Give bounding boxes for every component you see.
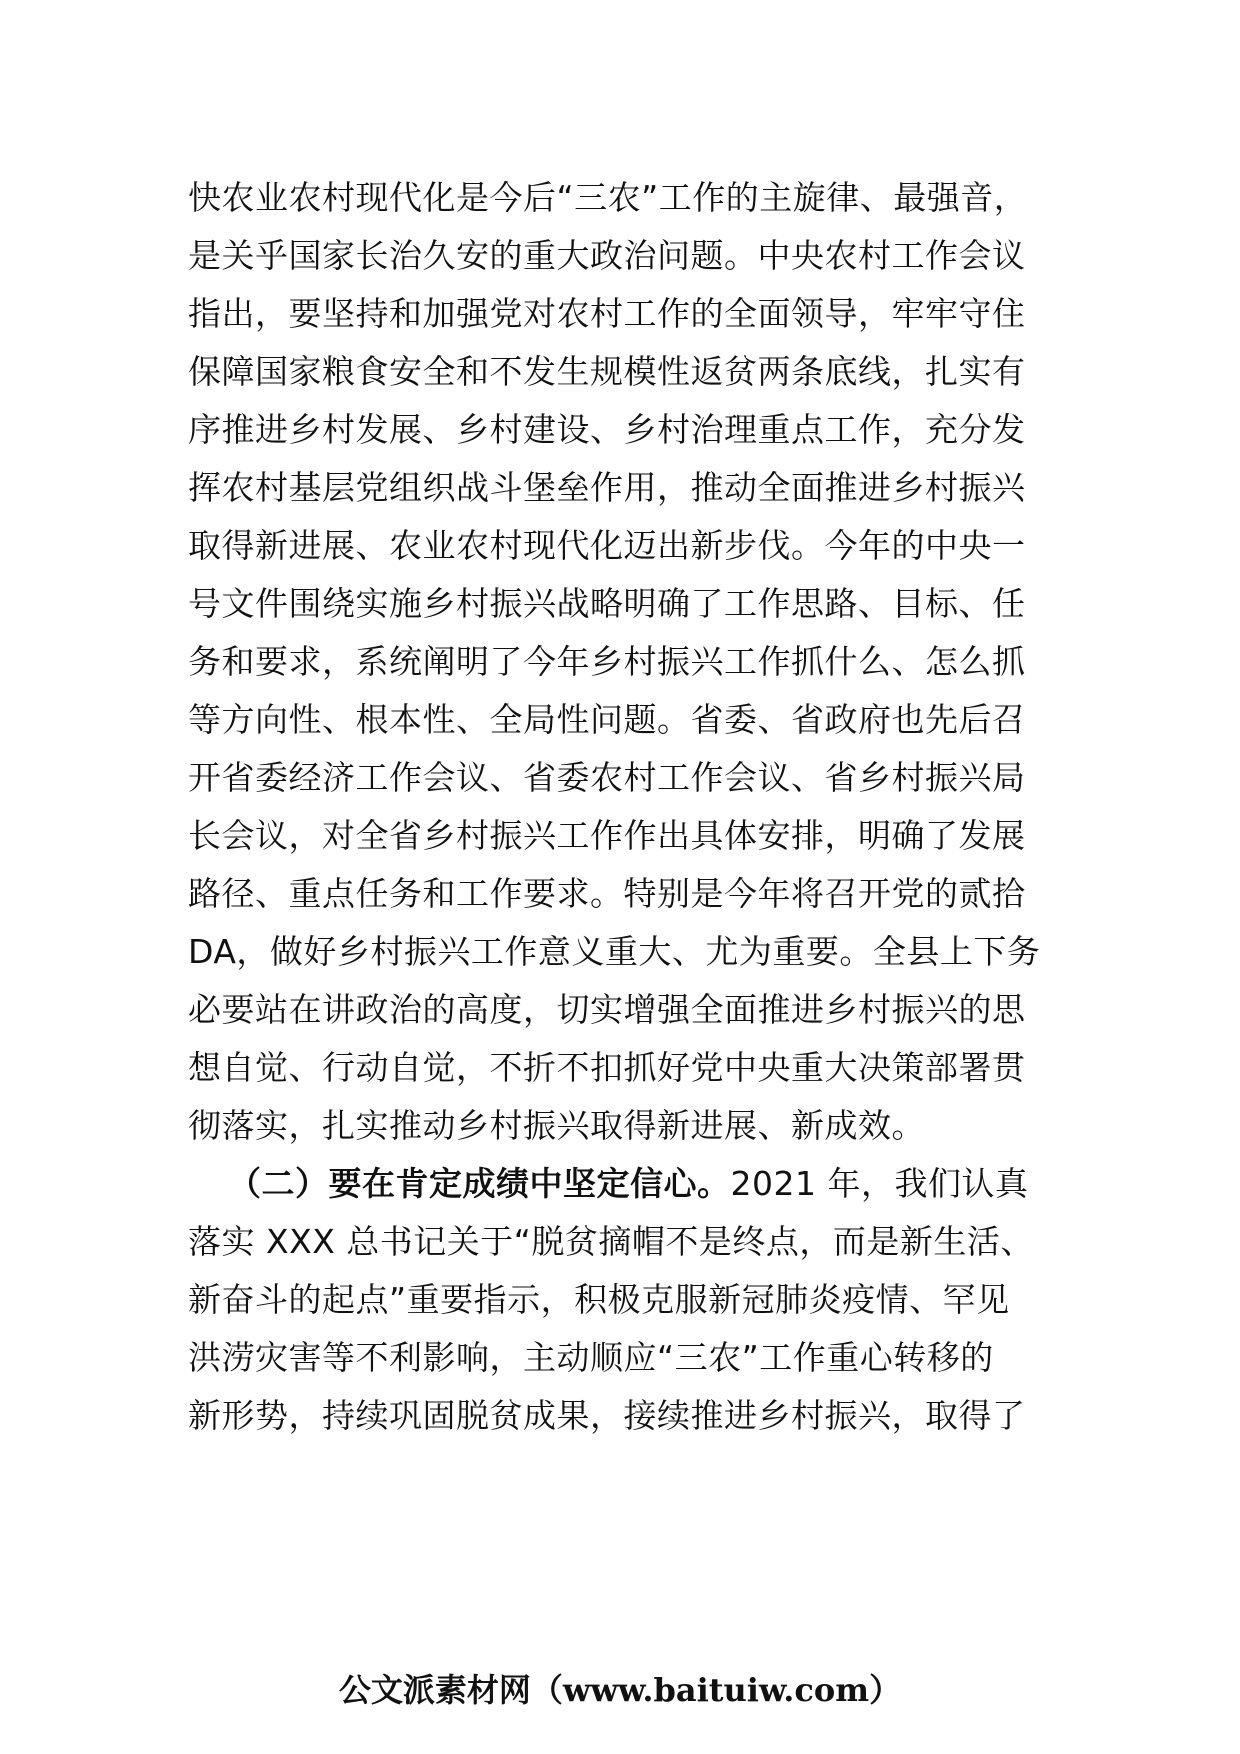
text-line: 洪涝灾害等不利影响，主动顺应“三农”工作重心转移的: [188, 1338, 994, 1377]
text-line: 务和要求，系统阐明了今年乡村振兴工作抓什么、怎么抓: [188, 642, 1026, 681]
text-line: 开省委经济工作会议、省委农村工作会议、省乡村振兴局: [188, 758, 1026, 797]
text-line: 序推进乡村发展、乡村建设、乡村治理重点工作，充分发: [188, 410, 1026, 449]
text-line: 号文件围绕实施乡村振兴战略明确了工作思路、目标、任: [188, 584, 1026, 623]
text-line: 新形势，持续巩固脱贫成果，接续推进乡村振兴，取得了: [188, 1396, 1026, 1435]
text-line: 等方向性、根本性、全局性问题。省委、省政府也先后召: [188, 700, 1026, 739]
text-line: 长会议，对全省乡村振兴工作作出具体安排，明确了发展: [188, 816, 1026, 855]
text-line: 彻落实，扎实推动乡村振兴取得新进展、新成效。: [188, 1106, 925, 1145]
text-line: DA，做好乡村振兴工作意义重大、尤为重要。全县上下务: [188, 932, 1041, 971]
text-line: 路径、重点任务和工作要求。特别是今年将召开党的贰拾: [188, 874, 1026, 913]
text-line: 取得新进展、农业农村现代化迈出新步伐。今年的中央一: [188, 526, 1026, 565]
text-line: 新奋斗的起点”重要指示，积极克服新冠肺炎疫情、罕见: [188, 1280, 1010, 1319]
section-heading-line: （二）要在肯定成绩中坚定信心。2021 年，我们认真: [228, 1164, 1029, 1203]
text-line: 快农业农村现代化是今后“三农”工作的主旋律、最强音，: [188, 178, 1028, 217]
text-line: 是关乎国家长治久安的重大政治问题。中央农村工作会议: [188, 236, 1026, 275]
footer-watermark: 公文派素材网（www.baituiw.com）: [338, 1671, 902, 1709]
text-line: 必要站在讲政治的高度，切实增强全面推进乡村振兴的思: [188, 990, 1026, 1029]
text-line: 落实 XXX 总书记关于“脱贫摘帽不是终点，而是新生活、: [188, 1222, 1034, 1261]
text-line: 想自觉、行动自觉，不折不扣抓好党中央重大决策部署贯: [188, 1048, 1026, 1087]
section-heading: （二）要在肯定成绩中坚定信心。: [228, 1164, 731, 1203]
text-line: 挥农村基层党组织战斗堡垒作用，推动全面推进乡村振兴: [188, 468, 1026, 507]
text-line: 保障国家粮食安全和不发生规模性返贫两条底线，扎实有: [188, 352, 1026, 391]
text-line: 指出，要坚持和加强党对农村工作的全面领导，牢牢守住: [188, 294, 1026, 333]
